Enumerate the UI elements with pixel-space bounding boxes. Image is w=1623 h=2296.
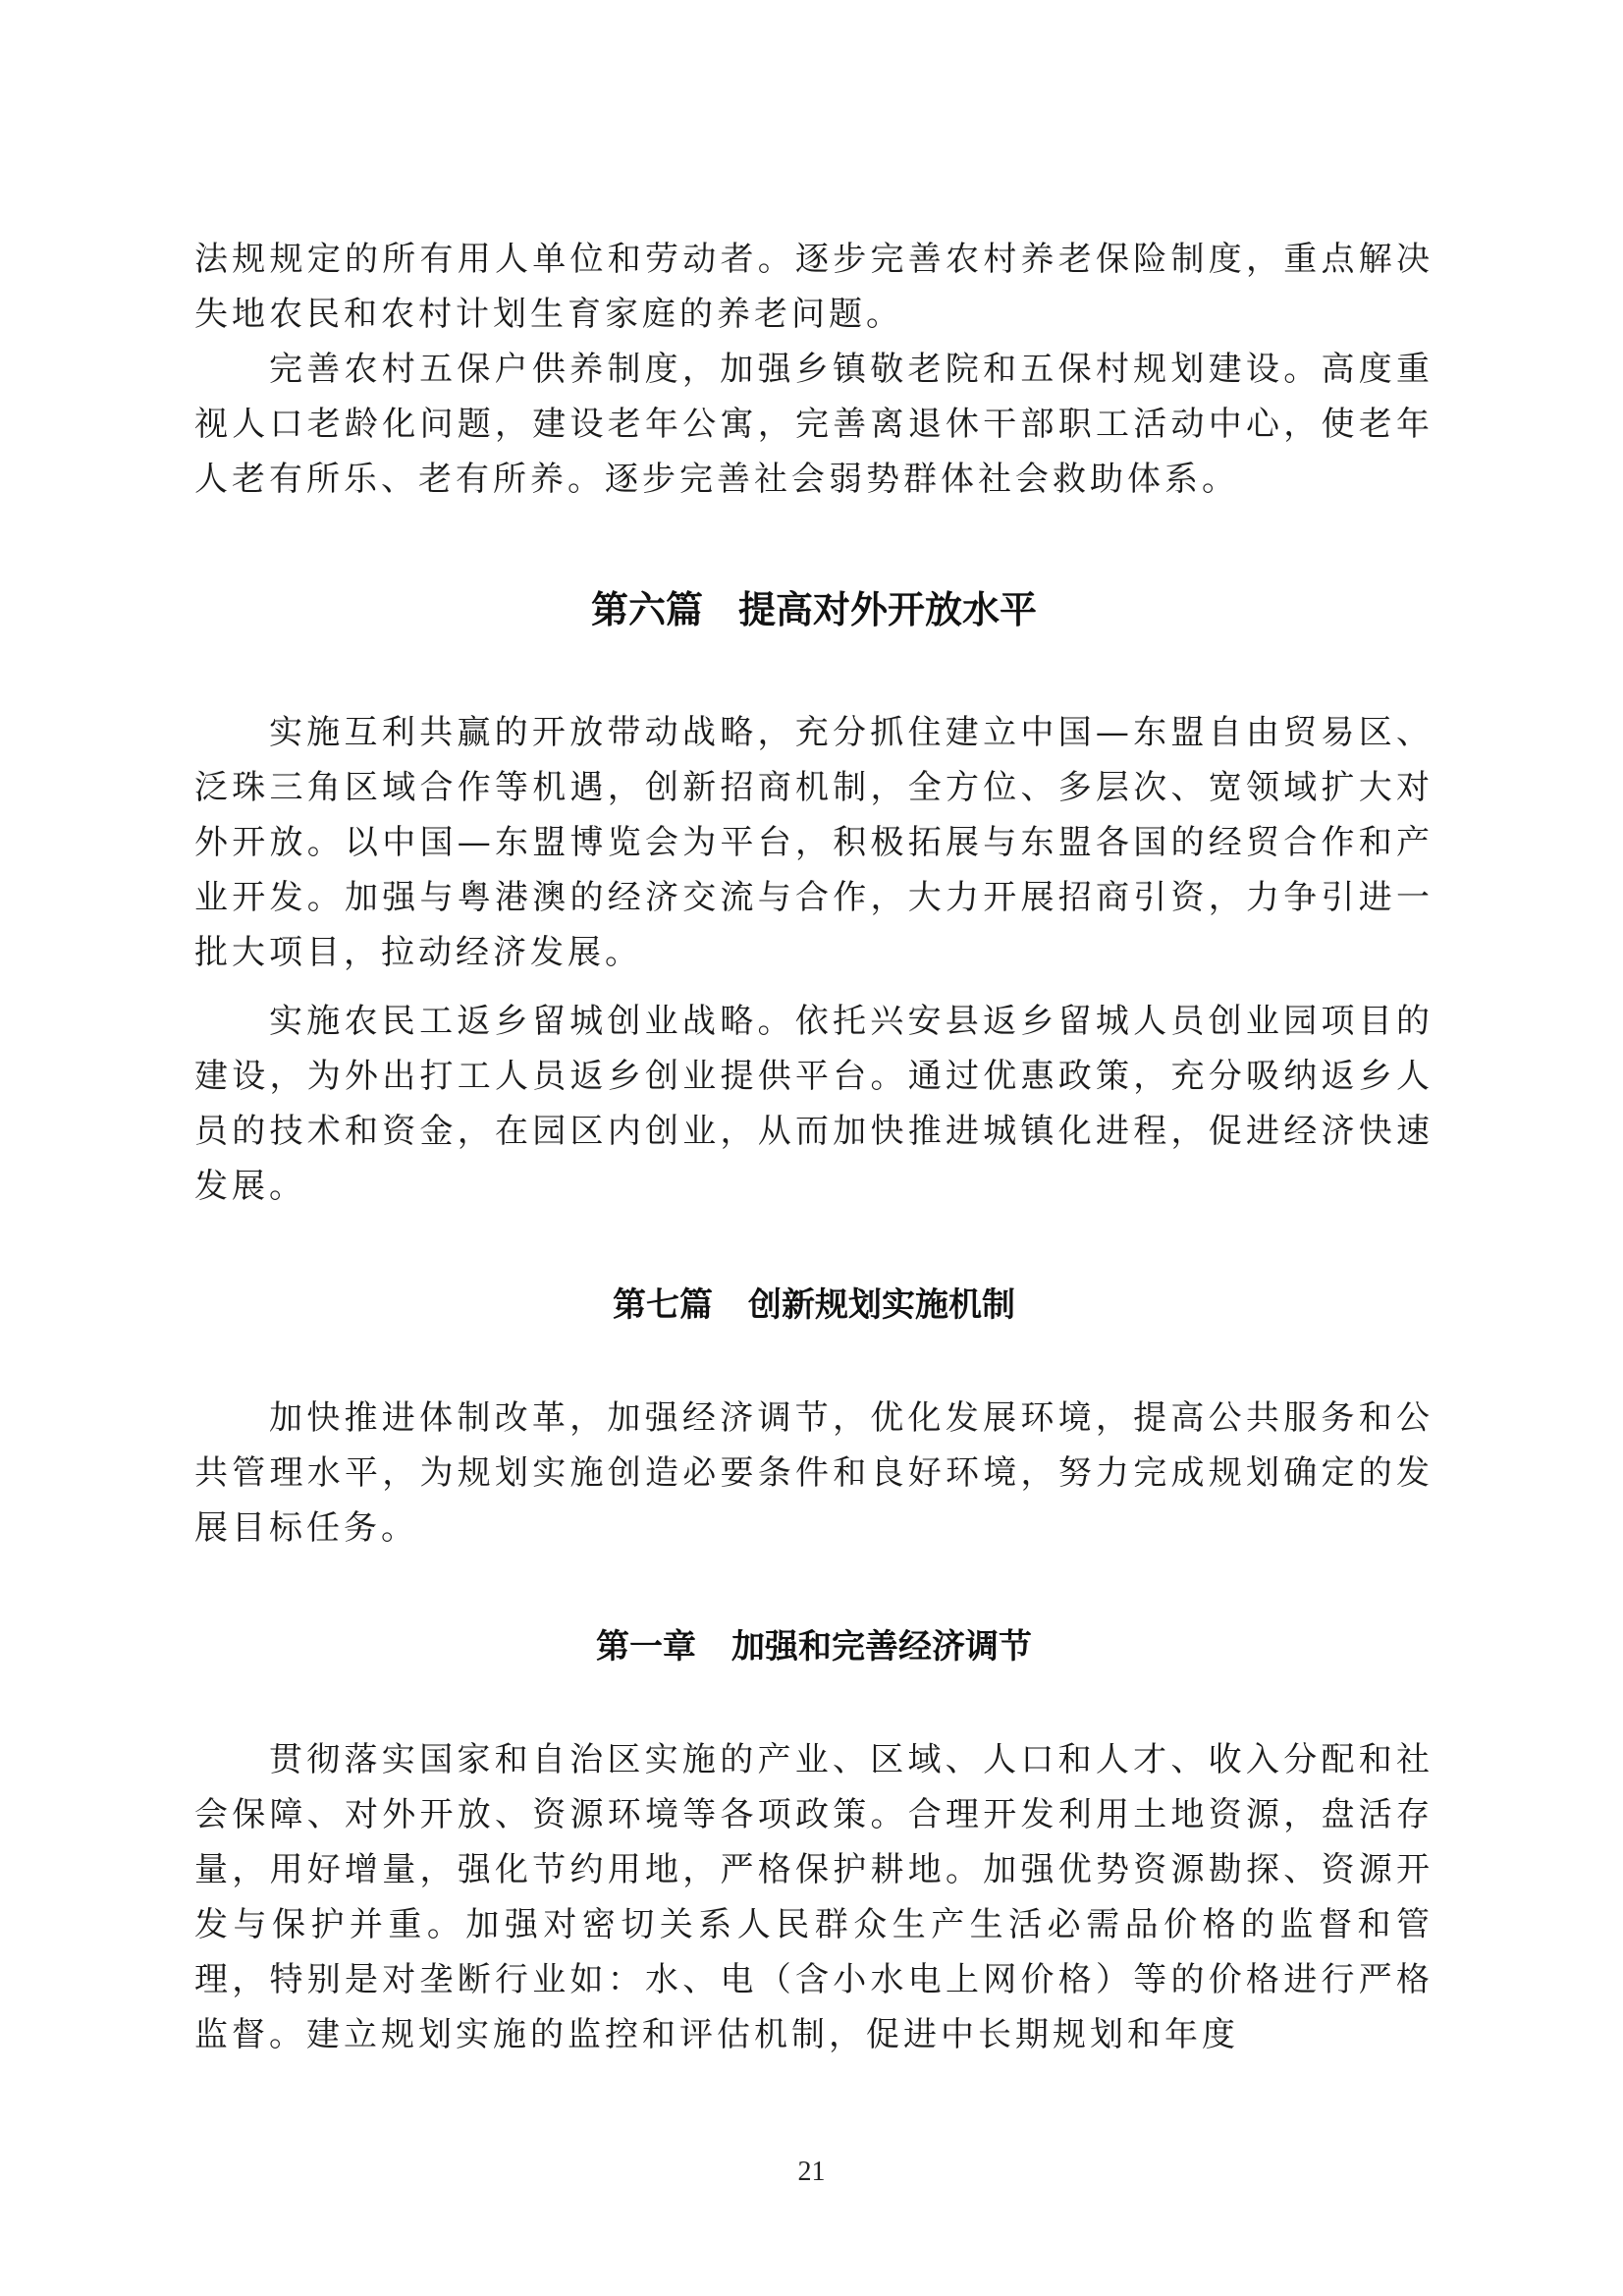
paragraph-social-insurance: 法规规定的所有用人单位和劳动者。逐步完善农村养老保险制度，重点解决失地农民和农村计划生育家庭的养老问题。 xyxy=(194,240,1434,334)
paragraph-opening-strategy: 实施互利共赢的开放带动战略，充分抓住建立中国—东盟自由贸易区、泛珠三角区域合作等机遇，创新招商机制，全方位、多层次、宽领域扩大对外开放。以中国—东盟博览会为平台，积极拓展与东盟各国的经贸合作和产业开发。加强与粤港澳的经济交流与合作，大力开展招商引资，力争引进一批大项目，拉动经济发展。 xyxy=(194,713,1434,972)
paragraph-migrant-workers: 实施农民工返乡留城创业战略。依托兴安县返乡留城人员创业园项目的建设，为外出打工人员返乡创业提供平台。通过优惠政策，充分吸纳返乡人员的技术和资金，在园区内创业，从而加快推进城镇化进程，促进经济快速发展。 xyxy=(194,1002,1434,1206)
chapter-one-heading xyxy=(194,1622,1434,1671)
paragraph-elderly-care: 完善农村五保户供养制度，加强乡镇敬老院和五保村规划建设。高度重视人口老龄化问题，建设老年公寓，完善离退休干部职工活动中心，使老年人老有所乐、老有所养。逐步完善社会弱势群体社会救助体系。 xyxy=(194,350,1434,499)
part-six-title: 提高对外开放水平 xyxy=(738,588,1038,631)
part-seven-heading xyxy=(194,1281,1434,1330)
part-seven-title: 创新规划实施机制 xyxy=(748,1285,1015,1325)
page-number: 21 xyxy=(797,2157,826,2187)
chapter-one-number: 第一章 xyxy=(596,1627,696,1667)
part-six-number: 第六篇 xyxy=(590,588,703,631)
paragraph-reform: 加快推进体制改革，加强经济调节，优化发展环境，提高公共服务和公共管理水平，为规划实施创造必要条件和良好环境，努力完成规划确定的发展目标任务。 xyxy=(194,1398,1434,1548)
paragraph-policy-implementation: 贯彻落实国家和自治区实施的产业、区域、人口和人才、收入分配和社会保障、对外开放、资源环境等各项政策。合理开发利用土地资源，盘活存量，用好增量，强化节约用地，严格保护耕地。加强优势资源勘探、资源开发与保护并重。加强对密切关系人民群众生产生活必需品价格的监督和管理，特别是对垄断行业如：水、电（含小水电上网价格）等的价格进行严格监督。建立规划实施的监控和评估机制，促进中长期规划和年度 xyxy=(194,1740,1434,2054)
chapter-one-title: 加强和完善经济调节 xyxy=(731,1627,1032,1667)
part-six-heading xyxy=(194,585,1434,634)
part-seven-number: 第七篇 xyxy=(613,1285,713,1325)
